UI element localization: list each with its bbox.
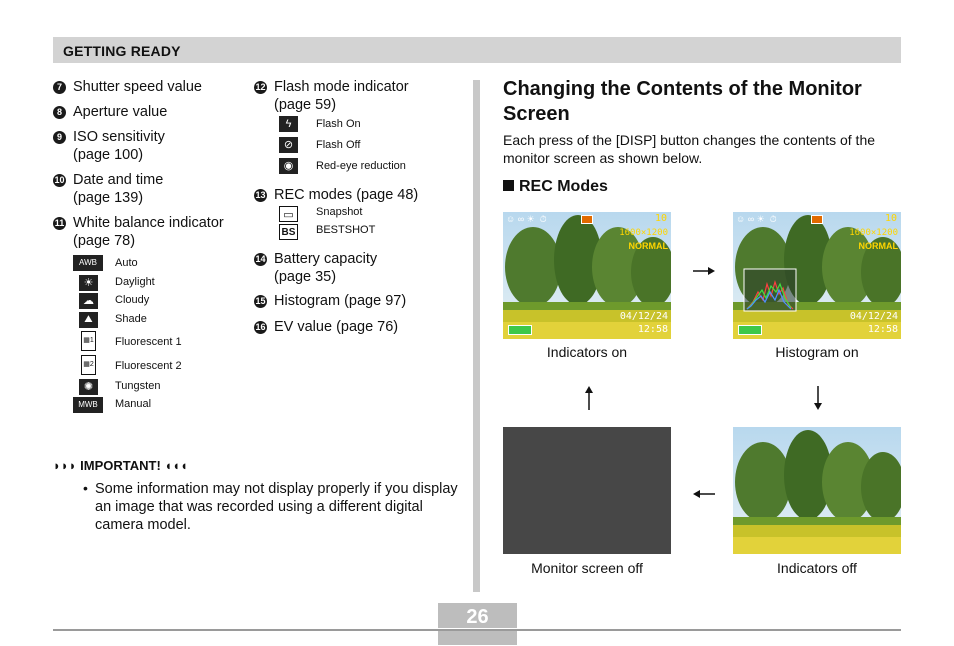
wb-tungsten-icon: ✺ (79, 379, 98, 395)
list-item-text: Flash mode indicator (274, 79, 409, 95)
list-item-text: Shutter speed value (73, 79, 202, 95)
osd-date: 04/12/24 (849, 311, 898, 322)
flash-off-icon: ⊘ (279, 137, 298, 153)
rec-mode-indicator-icon (811, 215, 823, 224)
osd-image-size: 1600×1200 (849, 228, 898, 238)
battery-icon (738, 325, 762, 335)
page-title: Changing the Contents of the Monitor Screen (503, 78, 862, 125)
wb-label: Manual (115, 398, 152, 410)
osd-shots-remaining: 10 (654, 213, 667, 224)
number-badge: 9 (53, 131, 66, 144)
arrow-up-icon (582, 385, 596, 411)
list-item-page-ref: (page 35) (274, 269, 337, 285)
list-item-text: REC modes (page 48) (274, 187, 419, 203)
wb-label: Tungsten (115, 380, 161, 392)
osd-quality: NORMAL (628, 241, 668, 251)
wb-auto-icon: AWB (73, 255, 103, 271)
list-item-page-ref: (page 139) (73, 190, 144, 206)
column-divider (473, 80, 480, 592)
number-badge: 7 (53, 81, 66, 94)
number-badge: 16 (255, 322, 266, 332)
landscape-photo (733, 427, 901, 554)
wb-label: Cloudy (115, 294, 150, 306)
wb-daylight-icon: ☀ (79, 275, 98, 291)
rec-mode-label: BESTSHOT (316, 224, 376, 236)
wb-label: Fluorescent 1 (115, 336, 182, 348)
flash-mode-label: Flash Off (316, 139, 361, 151)
page-number: 26 (466, 606, 489, 628)
caption-indicators-on: Indicators on (546, 344, 628, 360)
number-badge: 11 (54, 218, 65, 228)
number-badge: 12 (255, 82, 266, 92)
wb-fluorescent-1-icon: ▦1 (81, 331, 96, 351)
osd-status-icons: ☺ ∞ ☀ ⏱ (736, 214, 777, 224)
osd-image-size: 1600×1200 (619, 228, 668, 238)
wb-label: Auto (115, 257, 138, 269)
list-item-text: Aperture value (73, 104, 168, 120)
wb-cloudy-icon: ☁ (79, 293, 98, 309)
list-item-page-ref: (page 78) (73, 233, 136, 249)
important-marker-right-icon: ◖◖◖ (160, 458, 188, 473)
list-item-text: ISO sensitivity (73, 129, 165, 145)
bullet-icon: • (83, 480, 88, 496)
screen-indicators-on (503, 212, 671, 339)
wb-fluorescent-2-icon: ▦2 (81, 355, 96, 375)
wb-manual-icon: MWB (73, 397, 103, 413)
section-header-bar (53, 37, 901, 63)
number-badge: 14 (255, 254, 266, 264)
list-item-text: Histogram (page 97) (274, 293, 407, 309)
screen-histogram-on (733, 212, 901, 339)
page-tab-bottom (438, 631, 517, 645)
osd-status-icons: ☺ ∞ ☀ ⏱ (506, 214, 547, 224)
screen-monitor-off (503, 427, 671, 554)
number-badge: 10 (54, 175, 65, 185)
page-number-tab (438, 603, 517, 643)
flash-mode-label: Flash On (316, 118, 361, 130)
rec-mode-indicator-icon (581, 215, 593, 224)
wb-label: Fluorescent 2 (115, 360, 182, 372)
number-badge: 13 (255, 190, 266, 200)
number-badge: 15 (255, 296, 266, 306)
caption-histogram-on: Histogram on (775, 344, 859, 360)
arrow-down-icon (811, 385, 825, 411)
important-marker-left-icon: ◗◗◗ (53, 458, 81, 473)
list-item-text: Battery capacity (274, 251, 378, 267)
arrow-left-icon (692, 487, 716, 501)
important-heading (53, 458, 188, 473)
caption-indicators-off: Indicators off (777, 560, 857, 576)
list-item-text: Date and time (73, 172, 164, 188)
arrow-right-icon (692, 264, 716, 278)
osd-time: 12:58 (637, 324, 668, 335)
wb-shade-icon: ⛰ (79, 312, 98, 328)
rec-modes-heading-text: REC Modes (519, 178, 608, 195)
snapshot-icon: ▭ (279, 206, 298, 222)
flash-mode-label: Red-eye reduction (316, 160, 406, 172)
square-bullet-icon (503, 180, 514, 191)
list-item-text: EV value (page 76) (274, 319, 399, 335)
rec-mode-label: Snapshot (316, 206, 363, 218)
number-badge: 8 (53, 106, 66, 119)
list-item-page-ref: (page 59) (274, 97, 337, 113)
bestshot-icon: BS (279, 224, 298, 240)
wb-label: Daylight (115, 276, 155, 288)
osd-date: 04/12/24 (619, 311, 668, 322)
battery-icon (508, 325, 532, 335)
osd-quality: NORMAL (858, 241, 898, 251)
important-label: IMPORTANT! (80, 458, 161, 473)
screen-indicators-off (733, 427, 901, 554)
red-eye-icon: ◉ (279, 158, 298, 174)
section-label: GETTING READY (63, 43, 181, 59)
osd-time: 12:58 (867, 324, 898, 335)
osd-shots-remaining: 10 (884, 213, 897, 224)
list-item-text: White balance indicator (73, 215, 224, 231)
rec-modes-heading (503, 178, 608, 196)
caption-monitor-off: Monitor screen off (531, 560, 643, 576)
flash-on-icon: ϟ (279, 116, 298, 132)
wb-label: Shade (115, 313, 147, 325)
list-item-page-ref: (page 100) (73, 147, 144, 163)
section-description: Each press of the [DISP] button changes the contents of the monitor screen as shown below. (503, 132, 876, 166)
important-text: Some information may not display properly if you display an image that was recorded using a different digital camera model. (95, 481, 458, 533)
